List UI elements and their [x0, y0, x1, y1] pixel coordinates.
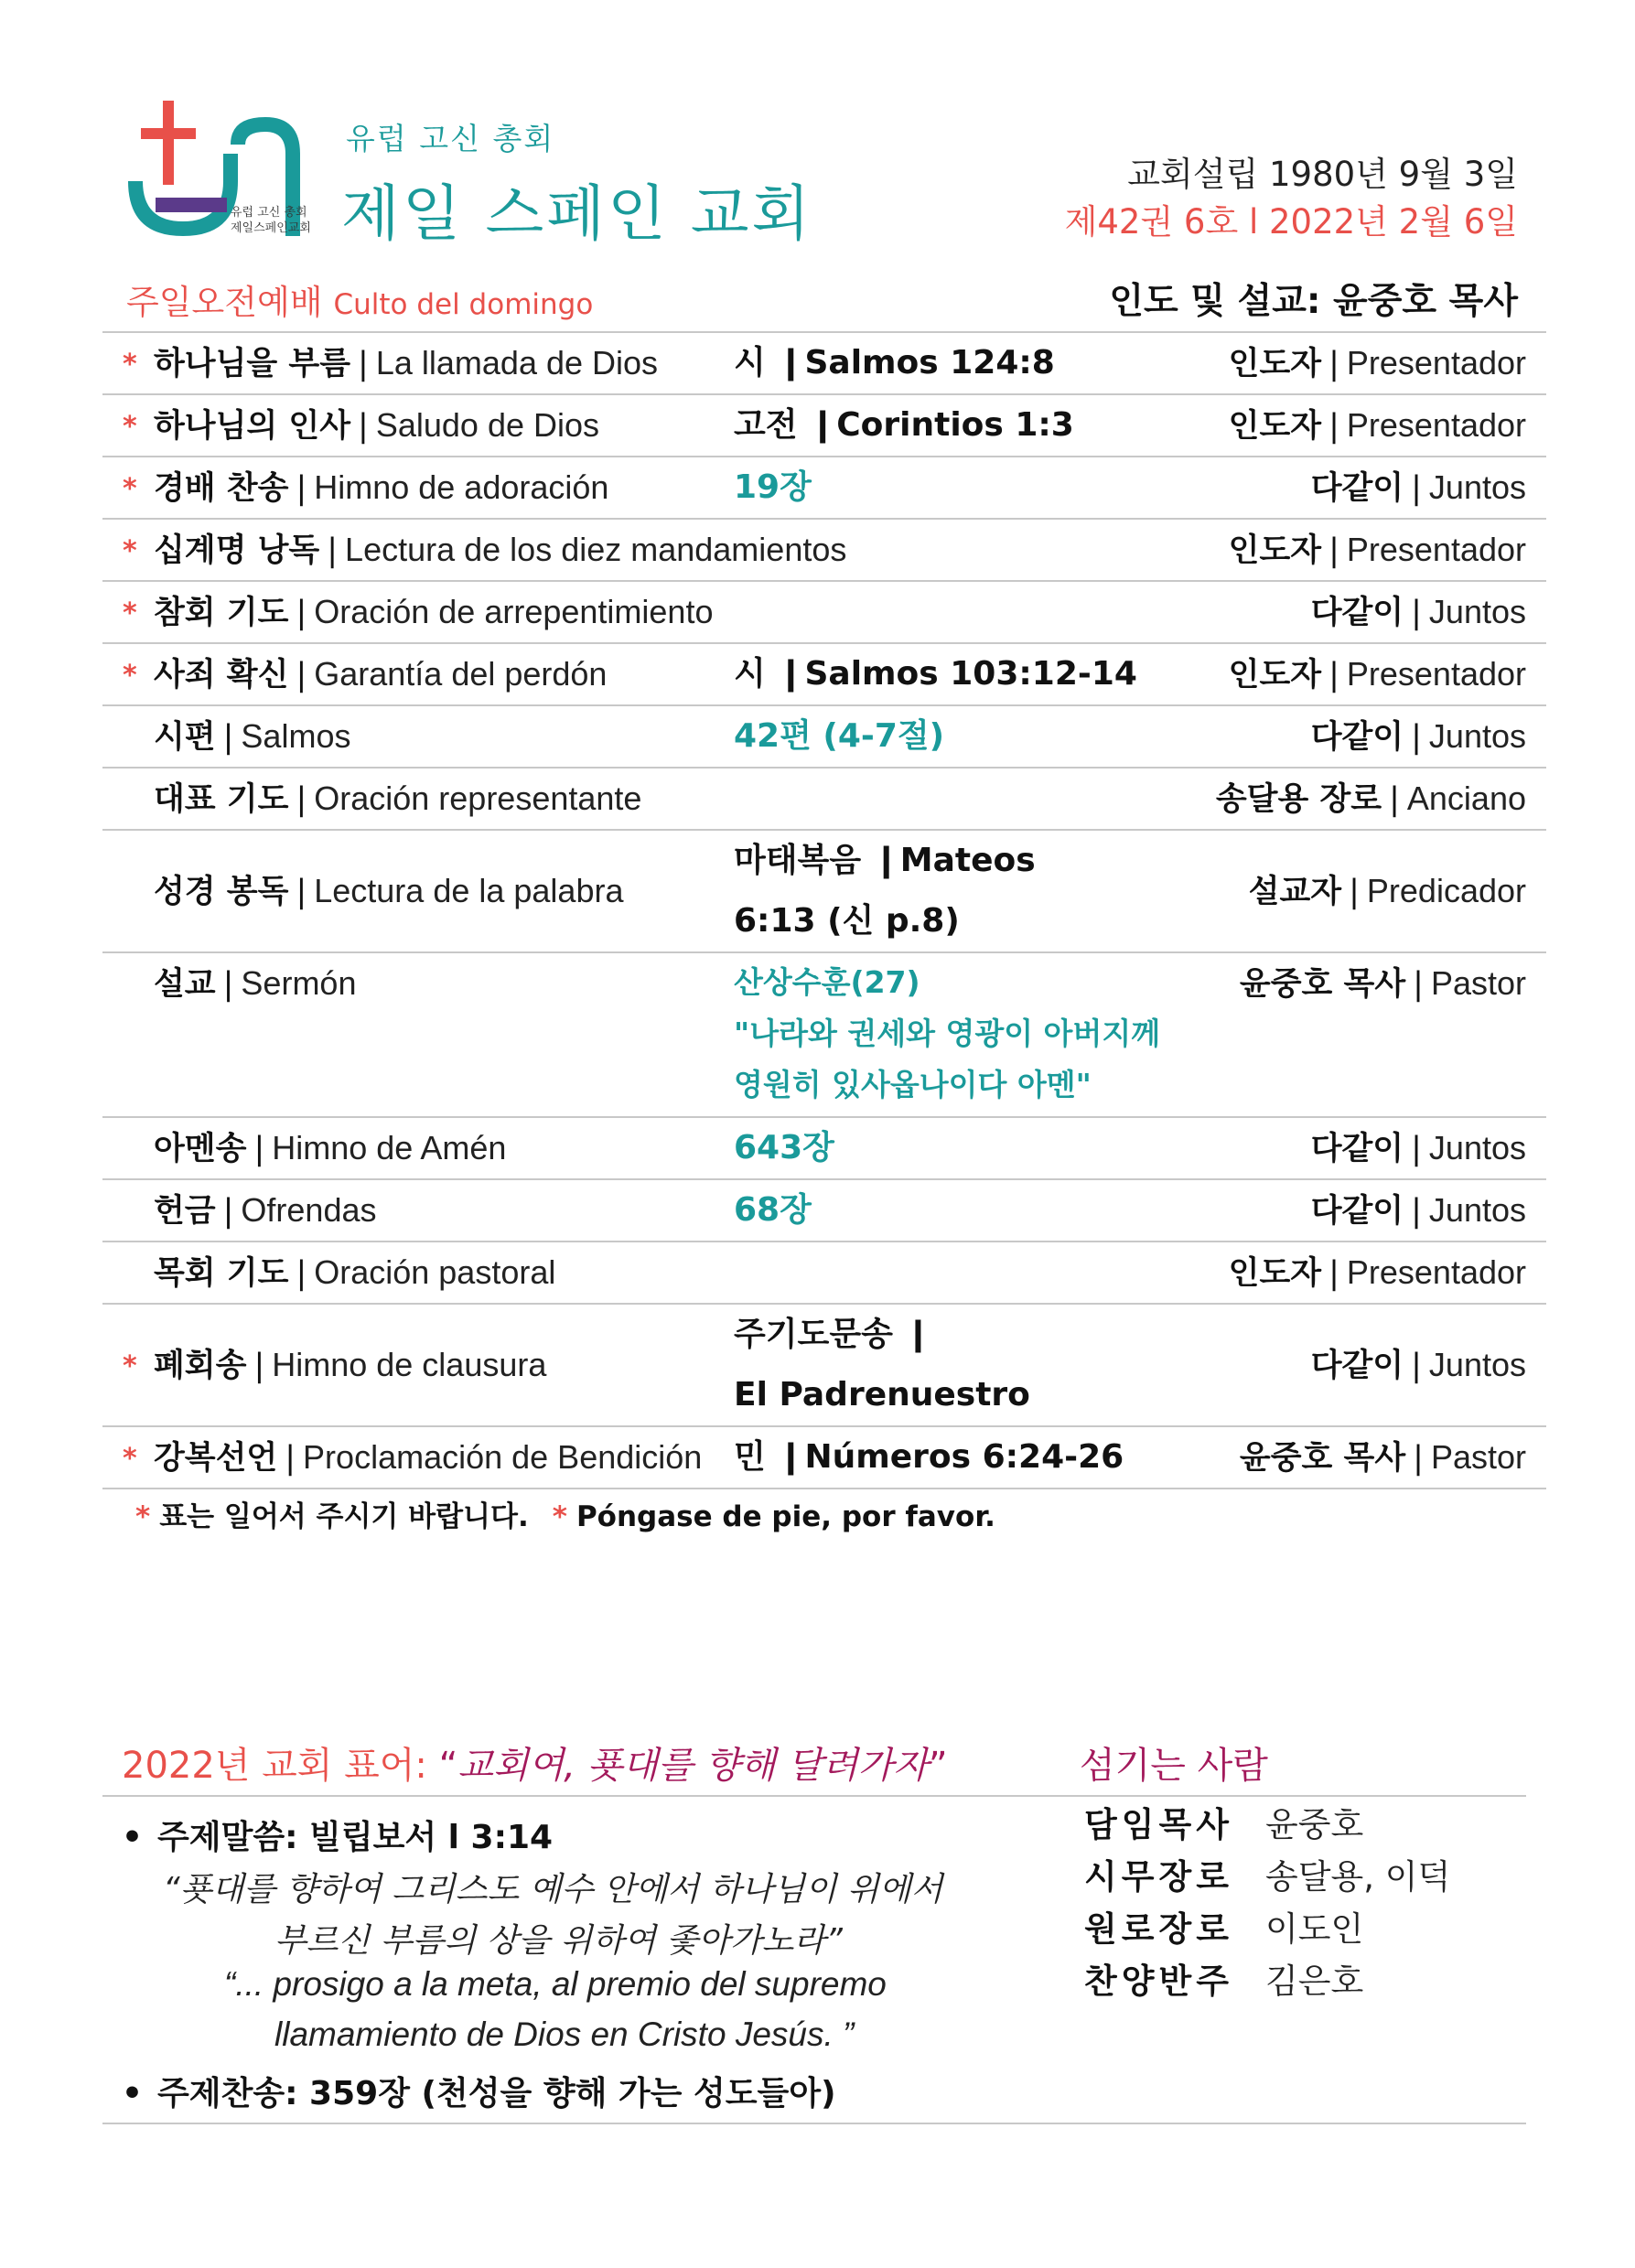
stand-marker: * [123, 411, 137, 443]
item-name: 폐회송 | Himno de clausura [154, 1346, 547, 1384]
synod-name: 유럽 고신 총회 [346, 121, 555, 156]
order-row [102, 1305, 1546, 1427]
item-name: 성경 봉독 | Lectura de la palabra [154, 872, 624, 910]
order-row [102, 1242, 1546, 1305]
item-name: 하나님을 부름 | La llamada de Dios [154, 344, 659, 382]
service-title [126, 274, 593, 324]
stand-marker: * [123, 1350, 137, 1382]
svg-text:유럽 고신 총회: 유럽 고신 총회 [231, 206, 307, 220]
order-row [102, 831, 1546, 953]
item-leader: 인도자 | Presentador [1228, 406, 1526, 445]
sermon-title: 산상수훈(27) "나라와 권세와 영광이 아버지께 영원히 있사옵나이다 아멘" [734, 964, 1161, 1102]
server-item: 시무장로 송달용, 이덕 [1084, 1857, 1451, 1897]
item-name: 경배 찬송 | Himno de adoración [154, 468, 609, 507]
standing-note: * 표는 일어서 주시기 바랍니다. * Póngase de pie, por favor. [135, 1500, 995, 1533]
item-reference: 마태복음 ❙Mateos 6:13 (신 p.8) [734, 842, 1036, 940]
stand-marker: * [123, 473, 137, 505]
server-item: 찬양반주 김은호 [1084, 1962, 1364, 2001]
order-row [102, 644, 1546, 706]
item-reference: 시 ❙Salmos 124:8 [734, 344, 1055, 382]
item-name: 강복선언 | Proclamación de Bendición [154, 1438, 703, 1477]
service-title-es: Culto del domingo [333, 288, 594, 321]
theme-verse-ref: • 주제말씀: 빌립보서 l 3:14 [122, 1819, 554, 1856]
item-name: 설교 | Sermón [154, 964, 357, 1003]
theme-verse-ko: “푯대를 향하여 그리스도 예수 안에서 하나님이 위에서 [163, 1871, 943, 1908]
servers-title: 섬기는 사람 [1080, 1745, 1268, 1787]
item-leader: 다같이 | Juntos [1310, 593, 1526, 631]
item-name: 시편 | Salmos [154, 717, 351, 756]
item-leader: 인도자 | Presentador [1228, 531, 1526, 569]
item-leader: 설교자 | Predicador [1248, 872, 1526, 910]
stand-marker: * [123, 597, 137, 629]
item-reference: 주기도문송 ❙ El Padrenuestro [734, 1316, 1030, 1413]
item-name: 십계명 낭독 | Lectura de los diez mandamientos [154, 531, 847, 569]
order-row [102, 1180, 1546, 1242]
order-row [102, 769, 1546, 831]
svg-text:제일스페인교회: 제일스페인교회 [231, 221, 311, 235]
item-name: 하나님의 인사 | Saludo de Dios [154, 406, 600, 445]
stand-marker: * [123, 349, 137, 381]
order-row [102, 706, 1546, 769]
item-name: 헌금 | Ofrendas [154, 1191, 377, 1230]
order-row [102, 582, 1546, 644]
item-reference: 민 ❙Números 6:24-26 [734, 1438, 1124, 1476]
theme-verse-ko: 부르신 부름의 상을 위하여 좇아가노라” [274, 1922, 843, 1960]
item-leader: 다같이 | Juntos [1310, 717, 1526, 756]
volume-date: 제42권 6호 l 2022년 2월 6일 [1064, 202, 1518, 242]
server-item: 원로장로 이도인 [1084, 1909, 1364, 1949]
servers-list [1084, 1799, 1450, 2007]
item-reference: 시 ❙Salmos 103:12-14 [734, 655, 1137, 693]
item-leader: 윤중호 목사 | Pastor [1239, 964, 1526, 1003]
item-reference: 68장 [734, 1191, 812, 1229]
item-name: 사죄 확신 | Garantía del perdón [154, 655, 608, 693]
theme-verse-es: llamamiento de Dios en Cristo Jesús. ” [274, 2015, 855, 2053]
order-row [102, 333, 1546, 395]
item-leader: 다같이 | Juntos [1310, 1191, 1526, 1230]
server-item: 담임목사 윤중호 [1084, 1805, 1364, 1844]
church-motto: 2022년 교회 표어: “교회여, 푯대를 향해 달려가자” [122, 1745, 948, 1787]
item-leader: 다같이 | Juntos [1310, 468, 1526, 507]
item-leader: 다같이 | Juntos [1310, 1129, 1526, 1167]
item-reference: 643장 [734, 1129, 834, 1166]
order-row [102, 1118, 1546, 1180]
theme-verse-es: “... prosigo a la meta, al premio del supremo [224, 1965, 887, 2003]
item-name: 목회 기도 | Oración pastoral [154, 1253, 556, 1292]
founded-date: 교회설립 1980년 9월 3일 [1127, 155, 1518, 194]
item-leader: 윤중호 목사 | Pastor [1239, 1438, 1526, 1477]
church-name: 제일 스페인 교회 [341, 178, 813, 249]
item-reference: 고전 ❙Corintios 1:3 [734, 406, 1074, 444]
stand-marker: * [123, 535, 137, 567]
item-name: 참회 기도 | Oración de arrepentimiento [154, 593, 714, 631]
item-leader: 다같이 | Juntos [1310, 1346, 1526, 1384]
service-title-ko: 주일오전예배 [126, 283, 323, 322]
divider [102, 2123, 1526, 2124]
item-reference: 42편 (4-7절) [734, 717, 945, 755]
divider [102, 1795, 1526, 1797]
order-row [102, 457, 1546, 520]
stand-marker: * [123, 660, 137, 692]
item-leader: 송달용 장로 | Anciano [1215, 779, 1526, 818]
item-leader: 인도자 | Presentador [1228, 1253, 1526, 1292]
theme-hymn: • 주제찬송: 359장 (천성을 향해 가는 성도들아) [122, 2075, 836, 2112]
item-reference: 19장 [734, 468, 812, 506]
order-of-worship [102, 331, 1546, 1489]
order-row [102, 395, 1546, 457]
item-name: 아멘송 | Himno de Amén [154, 1129, 507, 1167]
stand-marker: * [123, 1443, 137, 1475]
item-leader: 인도자 | Presentador [1228, 344, 1526, 382]
item-name: 대표 기도 | Oración representante [154, 779, 642, 818]
item-leader: 인도자 | Presentador [1228, 655, 1526, 693]
order-row [102, 1427, 1546, 1489]
service-leader: 인도 및 설교: 윤중호 목사 [1109, 281, 1518, 322]
order-row [102, 520, 1546, 582]
church-logo [119, 99, 311, 250]
order-row [102, 953, 1546, 1118]
